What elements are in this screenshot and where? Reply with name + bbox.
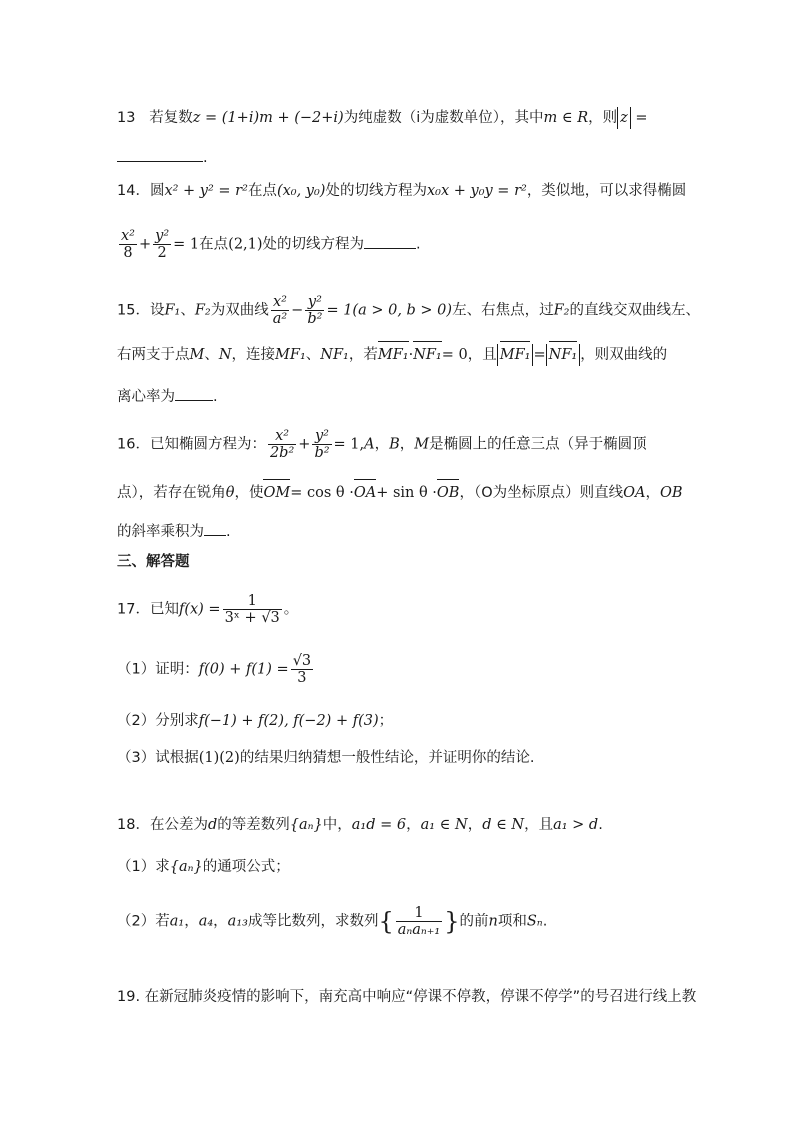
q15-text: ，且 [467,347,497,363]
q14-text: 处的切线方程为 [262,236,365,253]
q15-math: NF₁ [320,347,349,363]
q13-text: 为纯虚数（i为虚数单位），其中 [343,110,544,126]
q17-part-2 [117,710,393,732]
fraction: $\frac{√3}{3}$ [292,653,312,686]
q18-part-2 [117,905,547,938]
q16-math: OB [660,485,683,501]
q18-text: ，且 [524,817,554,833]
q16-math: θ [225,485,235,501]
q15-text: 、 [204,347,219,363]
q18-text: 成等比数列，求数列 [247,913,379,930]
q15-math: M [189,347,205,363]
answer-blank [175,384,213,401]
q14-number: 14． [117,183,150,199]
question-13 [117,107,648,129]
fraction: $\frac{\text{y²}}{\text{b²}}$ [314,428,330,461]
q15-line3 [117,384,218,408]
q18-math: a₁₃ [227,913,248,930]
q15-text: ，则双曲线的 [580,347,668,363]
q15-math: = 1(a > 0, b > 0) [326,302,453,319]
q18-text: ， [406,817,421,833]
q18-math: d ∈ N [482,817,525,833]
q15-text: 离心率为 [117,389,175,405]
q17-math: (1)(2) [198,750,240,766]
q13-abs-z: z [617,107,631,129]
q18-number: 18． [117,817,150,833]
q16-text: ，（O为坐标原点）则直线 [459,485,624,501]
q16-op: + [298,436,311,453]
vector-mf1: MF₁ [378,344,409,366]
q14-text: 在点 [247,183,277,199]
q17-math: f(−1) + f(2), f(−2) + f(3) [198,713,379,729]
q18-text: 的前 [459,913,489,930]
q14-op: = 1 [173,236,200,253]
q13-answer-line [117,145,208,169]
q19-number: 19. [117,989,141,1005]
q15-math: F₁ [164,302,181,319]
q16-op: = 1, [333,436,365,453]
q14-op: + [139,236,152,253]
q15-end: . [213,389,218,405]
q14-text: 在点 [199,236,229,253]
q18-math: a₁ [169,913,185,930]
q16-text: ， [645,485,660,501]
q16-math: B [389,436,400,453]
left-brace: { [378,907,394,936]
q14-text: ，类似地，可以求得椭圆 [526,183,687,199]
part-label: （1）求 [117,859,170,875]
q17-math: f(x) = [178,601,221,618]
q16-text: 是椭圆上的任意三点（异于椭圆顶 [429,436,647,453]
q14-math: (2,1) [228,236,263,253]
q14-text: 圆 [149,183,165,199]
q17-text: 已知 [149,601,179,618]
q15-text: ，若 [348,347,378,363]
q15-text: 、 [180,302,195,319]
q16-line2 [117,482,683,504]
fraction: $\frac{\text{y²}}{\text{b²}}$ [307,294,323,327]
q13-number: 13 [117,110,136,126]
q18-text: 的等差数列 [217,817,290,833]
q15-math: MF₁ [275,347,306,363]
q16-text: 点），若存在锐角 [117,485,226,501]
q18-part-1 [117,856,290,878]
q18-text: ， [184,913,199,930]
q18-math: {aₙ} [169,859,203,875]
question-15 [117,294,700,327]
vector-om: OM [263,482,290,504]
q18-text: 在公差为 [149,817,208,833]
fraction: $\frac{\text{x²}}{\text{a²}}$ [272,294,288,327]
answer-blank [204,519,226,536]
q15-text: ，连接 [231,347,276,363]
q16-end: . [226,524,231,540]
question-17 [117,593,298,626]
q16-text: 的斜率乘积为 [117,524,204,540]
part-label: （2）分别求 [117,713,199,729]
answer-blank [117,145,203,162]
q18-end: . [542,913,548,930]
q13-end: . [203,150,208,166]
section-heading: 三、解答题 [117,554,190,570]
q18-text: 的通项公式； [202,859,290,875]
q19-text: 在新冠肺炎疫情的影响下，南充高中响应“停课不停教，停课不停学”的号召进行线上教 [144,989,697,1005]
q18-math: Sₙ [526,913,543,930]
q16-math: A [364,436,375,453]
q15-math: F₂ [194,302,211,319]
q17-part-3 [117,747,534,769]
q15-text: 右两支于点 [117,347,190,363]
q16-text: 已知椭圆方程为： [149,436,266,453]
q18-math: d [207,817,218,833]
q14-text: 处的切线方程为 [325,183,427,199]
question-16 [117,428,647,461]
q14-math: x² + y² = r² [164,183,248,199]
q15-number: 15． [117,302,150,319]
q14-line2 [117,228,421,261]
q15-text: 为双曲线 [210,302,269,319]
vector-nf1: NF₁ [549,344,578,366]
question-19 [117,986,696,1008]
part-label: （2）若 [117,913,170,930]
fraction: $\frac{\text{x²}}{8}$ [121,228,135,261]
q18-math: a₁ > d [553,817,599,833]
q15-text: 左、右焦点，过 [452,302,554,319]
q18-text: ， [213,913,228,930]
fraction: $\frac{\text{x²}}{\text{2b²}}$ [269,428,295,461]
answer-blank [364,232,416,249]
question-14 [117,180,686,202]
q15-op: = [533,347,546,363]
vector-oa: OA [354,482,376,504]
q18-math: {aₙ} [289,817,323,833]
part-label: （1）证明： [117,661,199,678]
q17-number: 17． [117,601,150,618]
q13-text: 若复数 [149,110,193,126]
vector-nf1: NF₁ [413,344,442,366]
q15-op: · [408,347,414,363]
q14-math: x₀x + y₀y = r² [426,183,527,199]
q17-text: 的结果归纳猜想一般性结论，并证明你的结论 [239,750,530,766]
vector-ob: OB [437,482,460,504]
q18-math: a₁ ∈ N [420,817,468,833]
q15-math: N [218,347,232,363]
q18-text: 中， [322,817,352,833]
q17-end: . [529,750,535,766]
fraction: $\frac{1}{\text{3ˣ + √3}}$ [224,593,280,626]
q16-line3 [117,519,231,543]
question-18 [117,814,603,836]
q18-math: n [488,913,498,930]
q14-end: . [416,236,421,253]
q13-math: m ∈ R [543,110,589,126]
q16-number: 16． [117,436,150,453]
q16-text: ，使 [234,485,264,501]
q15-text: 、 [305,347,321,363]
q16-math: OA [623,485,646,501]
q15-text: 的直线交双曲线左、 [569,302,700,319]
q16-op: + sin θ · [376,485,437,501]
q16-text: ， [399,436,415,453]
fraction: $\frac{\text{y²}}{2}$ [155,228,170,261]
q16-math: M [414,436,430,453]
q18-math: a₄ [198,913,214,930]
q13-math: z = (1+i)m + (−2+i) [192,110,344,126]
q16-text: ， [374,436,390,453]
q18-text: ， [467,817,483,833]
q14-math: (x₀, y₀) [276,183,326,199]
q16-op: = cos θ · [290,485,354,501]
part-label: （3）试根据 [117,750,199,766]
q17-end: 。 [283,601,299,618]
q15-op: − [291,302,304,319]
q15-text: 设 [149,302,165,319]
fraction: $\frac{1}{\text{aₙaₙ₊₁}}$ [397,905,441,938]
q18-text: 项和 [497,913,527,930]
q17-math: f(0) + f(1) = [198,661,289,678]
right-brace: } [444,907,460,936]
vector-mf1: MF₁ [500,344,531,366]
q13-text: = [630,110,648,126]
q18-end: . [598,817,603,833]
q15-op: = 0 [441,347,468,363]
q18-math: a₁d = 6 [351,817,407,833]
q13-text: ，则 [588,110,618,126]
q17-end: ； [378,713,394,729]
q17-part-1 [117,653,315,686]
q15-math: F₂ [553,302,570,319]
q15-line2 [117,344,667,366]
